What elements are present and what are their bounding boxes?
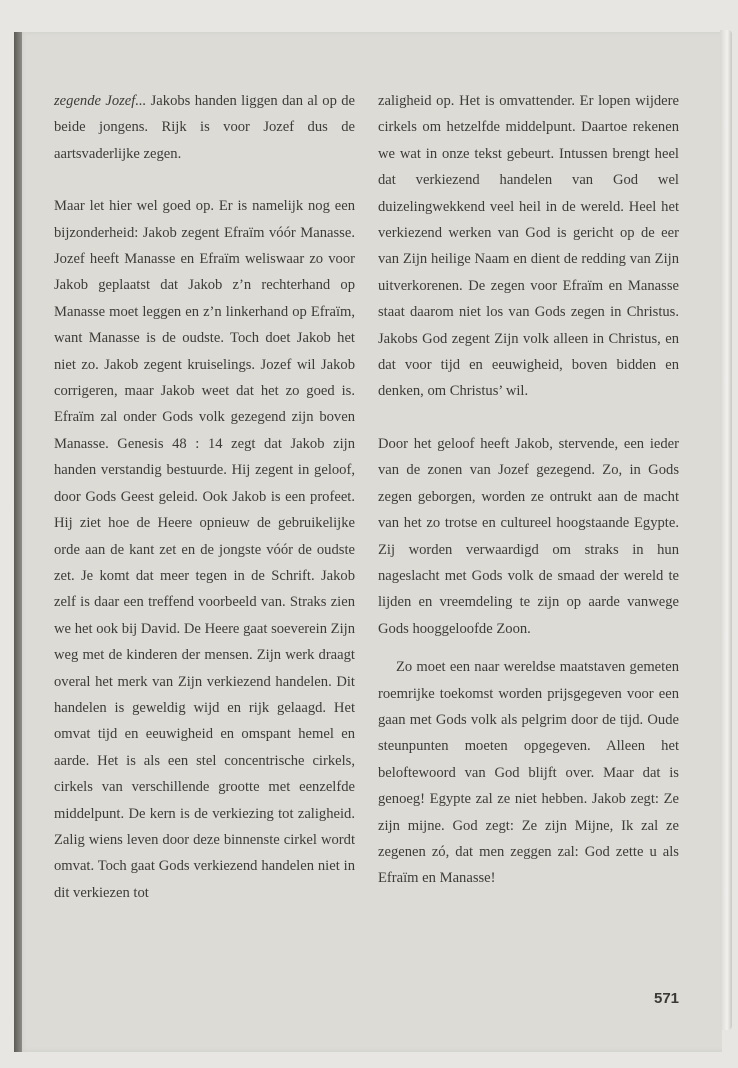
- left-paragraph-2: Maar let hier wel goed op. Er is namelijk nog een bijzonderheid: Jakob zegent Efraïm vóór Manasse. Jozef heeft Manasse en Efraïm weliswaar zo voor Jakob geplaatst dat Jakob z’n rechterhand op Manasse moet leggen en z’n linkerhand op Efraïm, want Manasse is de oudste. Toch doet Jakob het niet zo. Jakob zegent kruiselings. Jozef wil Jakob corrigeren, maar Jakob weet dat het zo goed is. Efraïm zal onder Gods volk gezegend zijn boven Manasse. Genesis 48 : 14 zegt dat Jakob zijn handen verstandig bestuurde. Hij zegent in geloof, door Gods Geest geleid. Ook Jakob is een profeet. Hij ziet hoe de Heere opnieuw de gebruikelijke orde aan de kant zet en de jongste vóór de oudste zet. Je komt dat meer tegen in de Schrift. Jakob zelf is daar een treffend voorbeeld van. Straks zien we het ook bij David. De Heere gaat soeverein Zijn weg met de kinderen der mensen. Zijn werk draagt overal het merk van Zijn verkiezend handelen. Dit handelen is geweldig wijd en rijk gelaagd. Het omvat tijd en eeuwigheid en omspant hemel en aarde. Het is als een stel concentrische cirkels, cirkels van verschillende grootte met eenzelfde middelpunt. De kern is de verkiezing tot zaligheid. Zalig wiens leven door deze binnenste cirkel wordt omvat. Toch gaat Gods verkiezend handelen niet in dit verkiezen tot: [54, 198, 355, 901]
- left-paragraph-1-text: Jakobs handen liggen dan al op de beide jongens. Rijk is voor Jozef dus de aartsvaderlijke zegen.: [54, 93, 355, 162]
- right-paragraph-1: zaligheid op. Het is omvattender. Er lopen wijdere cirkels om hetzelfde middelpunt. Daartoe rekenen we wat in onze tekst gebeurt. Intussen brengt heel dat verkiezend handelen van God wel duizelingwekkend veel heil in de wereld. Heel het verkiezend werken van God is gericht op de eer van Zijn heilige Naam en dient de redding van Zijn uitverkorenen. De zegen voor Efraïm en Manasse staat daarom niet los van Gods zegen in Christus. Jakobs God zegent Zijn volk alleen in Christus, en dat voor tijd en eeuwigheid, boven bidden en denken, om Christus’ wil.: [378, 93, 679, 400]
- italic-phrase: zegende Jozef...: [54, 93, 147, 109]
- page-number: 571: [654, 990, 680, 1007]
- page-edge: [720, 30, 732, 1030]
- left-paragraph-1: [54, 88, 355, 167]
- book-spine: [14, 32, 22, 1052]
- right-paragraph-2: Door het geloof heeft Jakob, stervende, een ieder van de zonen van Jozef gezegend. Zo, in Gods zegen geborgen, worden ze ontrukt aan de macht van het zo trotse en cultureel hoogstaande Egypte. Zij worden verwaardigd om straks in hun nageslacht met Gods volk de smaad der wereld te lijden en vreemdeling te zijn op aarde vanwege Gods hooggeloofde Zoon.: [378, 435, 679, 637]
- right-paragraph-3: Zo moet een naar wereldse maatstaven gemeten roemrijke toekomst worden prijsgegeven voor een gaan met Gods volk als pelgrim door de tijd. Oude steunpunten moeten opgegeven. Alleen het beloftewoord van God blijft over. Maar dat is genoeg! Egypte zal ze niet hebben. Jakob zegt: Ze zijn mijne. God zegt: Ze zijn Mijne, Ik zal ze zegenen zó, dat men zeggen zal: God zette u als Efraïm en Manasse!: [378, 659, 679, 887]
- right-column: [378, 88, 679, 892]
- left-column: [54, 88, 355, 906]
